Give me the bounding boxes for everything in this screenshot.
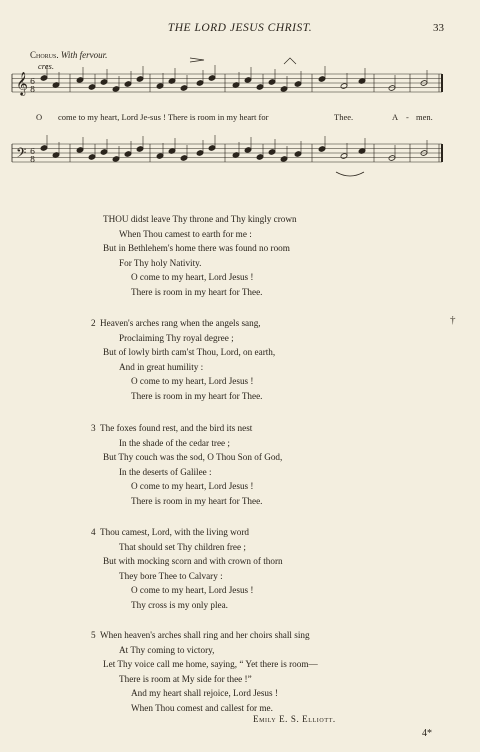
note-head xyxy=(388,155,396,162)
stanza-line: In the deserts of Galilee : xyxy=(119,466,212,477)
note-head xyxy=(40,145,48,152)
note-head xyxy=(280,86,288,93)
stanza-number: 3 xyxy=(91,423,96,433)
chorus-word: Chorus. xyxy=(30,50,59,60)
note-head xyxy=(280,156,288,163)
note-head xyxy=(112,86,120,93)
stanza-4 xyxy=(91,525,283,613)
note-head xyxy=(76,77,84,84)
note-head xyxy=(196,80,204,87)
note-head xyxy=(256,154,264,161)
stanza-line: Heaven's arches rang when the angels sang, xyxy=(100,318,261,328)
note-head xyxy=(100,149,108,156)
note-head xyxy=(88,154,96,161)
note-head xyxy=(244,147,252,154)
note-head xyxy=(244,77,252,84)
note-head xyxy=(76,147,84,154)
note-head xyxy=(112,156,120,163)
note-head xyxy=(294,151,302,158)
tempo-direction: With fervour. xyxy=(60,50,108,60)
stanza-line: For Thy holy Nativity. xyxy=(119,257,202,268)
note-head xyxy=(318,76,326,83)
chorus-label xyxy=(30,50,107,60)
note-head xyxy=(124,151,132,158)
stanza-line: At Thy coming to victory, xyxy=(119,644,215,655)
stanza-number: 4 xyxy=(91,527,96,537)
note-head xyxy=(88,84,96,91)
stanza-line: But Thy couch was the sod, O Thou Son of God, xyxy=(103,452,283,463)
note-head xyxy=(40,75,48,82)
stanza-line: O come to my heart, Lord Jesus ! xyxy=(131,272,254,283)
music-score xyxy=(0,44,480,194)
stanza-line: They bore Thee to Calvary : xyxy=(119,570,223,581)
time-signature: 8 xyxy=(30,85,36,94)
note-head xyxy=(180,155,188,162)
stanza-line: There is room in my heart for Thee. xyxy=(131,495,263,506)
note-head xyxy=(136,76,144,83)
lyric-line xyxy=(36,112,456,124)
note-head xyxy=(124,81,132,88)
note-head xyxy=(136,146,144,153)
stanza-line: When Thou comest and callest for me. xyxy=(131,702,273,713)
note-head xyxy=(256,84,264,91)
stanza-line: O come to my heart, Lord Jesus ! xyxy=(131,481,254,492)
time-signature: 6 xyxy=(30,147,36,156)
lyric-dash: - xyxy=(406,112,409,122)
stanza-line: O come to my heart, Lord Jesus ! xyxy=(131,585,254,596)
stanza-line: There is room in my heart for Thee. xyxy=(131,286,263,297)
stanza-line: Thou camest, Lord, with the living word xyxy=(100,527,250,537)
fermata-mark xyxy=(336,172,364,176)
lyric-o: O xyxy=(36,112,43,122)
stanza-line: Proclaiming Thy royal degree ; xyxy=(119,332,234,343)
stanza-line: When Thou camest to earth for me : xyxy=(119,228,252,239)
stanza-line: But in Bethlehem's home there was found no room xyxy=(103,243,290,254)
treble-clef-icon: 𝄞 xyxy=(16,71,28,95)
running-header xyxy=(0,22,480,38)
page-number: 33 xyxy=(433,22,444,34)
accent-mark xyxy=(190,58,204,62)
note-head xyxy=(180,85,188,92)
note-head xyxy=(340,153,348,160)
stanza-line: But with mocking scorn and with crown of thorn xyxy=(103,556,283,567)
stanza-2 xyxy=(91,316,275,404)
note-head xyxy=(196,150,204,157)
note-head xyxy=(318,146,326,153)
stanza-line: The foxes found rest, and the bird its nest xyxy=(100,423,253,433)
stanza-5 xyxy=(91,628,318,716)
note-head xyxy=(268,149,276,156)
author-credit: Emily E. S. Elliott. xyxy=(253,714,336,724)
note-head xyxy=(208,145,216,152)
stanza-line: There is room in my heart for Thee. xyxy=(131,390,263,401)
stanza-line: When heaven's arches shall ring and her choirs shall sing xyxy=(100,630,310,640)
stanza-line: Let Thy voice call me home, saying, “ Yet there is room— xyxy=(103,659,318,670)
note-head xyxy=(388,85,396,92)
lyric-a: A xyxy=(392,112,399,122)
stanza-line: And my heart shall rejoice, Lord Jesus ! xyxy=(131,688,278,699)
fermata-mark xyxy=(284,58,296,64)
stanza-line: That should set Thy children free ; xyxy=(119,541,246,552)
note-head xyxy=(294,81,302,88)
stanza-line: And in great humility : xyxy=(119,361,204,372)
dynamic-marking: cres. xyxy=(38,61,54,71)
stanza-number: 5 xyxy=(91,630,96,640)
margin-mark: † xyxy=(450,314,456,326)
note-head xyxy=(268,79,276,86)
stanza-line: There is room at My side for thee !” xyxy=(119,673,252,684)
stanza-line: Thy cross is my only plea. xyxy=(131,599,228,610)
stanza-line: In the shade of the cedar tree ; xyxy=(119,437,230,448)
stanza-line: O come to my heart, Lord Jesus ! xyxy=(131,376,254,387)
time-signature: 8 xyxy=(30,155,36,164)
time-signature: 6 xyxy=(30,77,36,86)
bass-clef-icon: 𝄢 xyxy=(16,145,27,164)
note-head xyxy=(156,153,164,160)
stanza-3 xyxy=(91,421,282,509)
note-head xyxy=(156,83,164,90)
signature-mark: 4* xyxy=(422,728,432,739)
note-head xyxy=(100,79,108,86)
lyric-main: come to my heart, Lord Je-sus ! There is room in my heart for xyxy=(58,112,269,122)
lyric-men: men. xyxy=(416,112,433,122)
stanza-line: But of lowly birth cam'st Thou, Lord, on earth, xyxy=(103,347,276,358)
note-head xyxy=(340,83,348,90)
note-head xyxy=(208,75,216,82)
stanza-1 xyxy=(103,212,297,300)
page-title: THE LORD JESUS CHRIST. xyxy=(167,22,313,34)
lyric-thee: Thee. xyxy=(334,112,354,122)
stanza-line: THOU didst leave Thy throne and Thy kingly crown xyxy=(103,214,297,224)
stanza-number: 2 xyxy=(91,318,96,328)
